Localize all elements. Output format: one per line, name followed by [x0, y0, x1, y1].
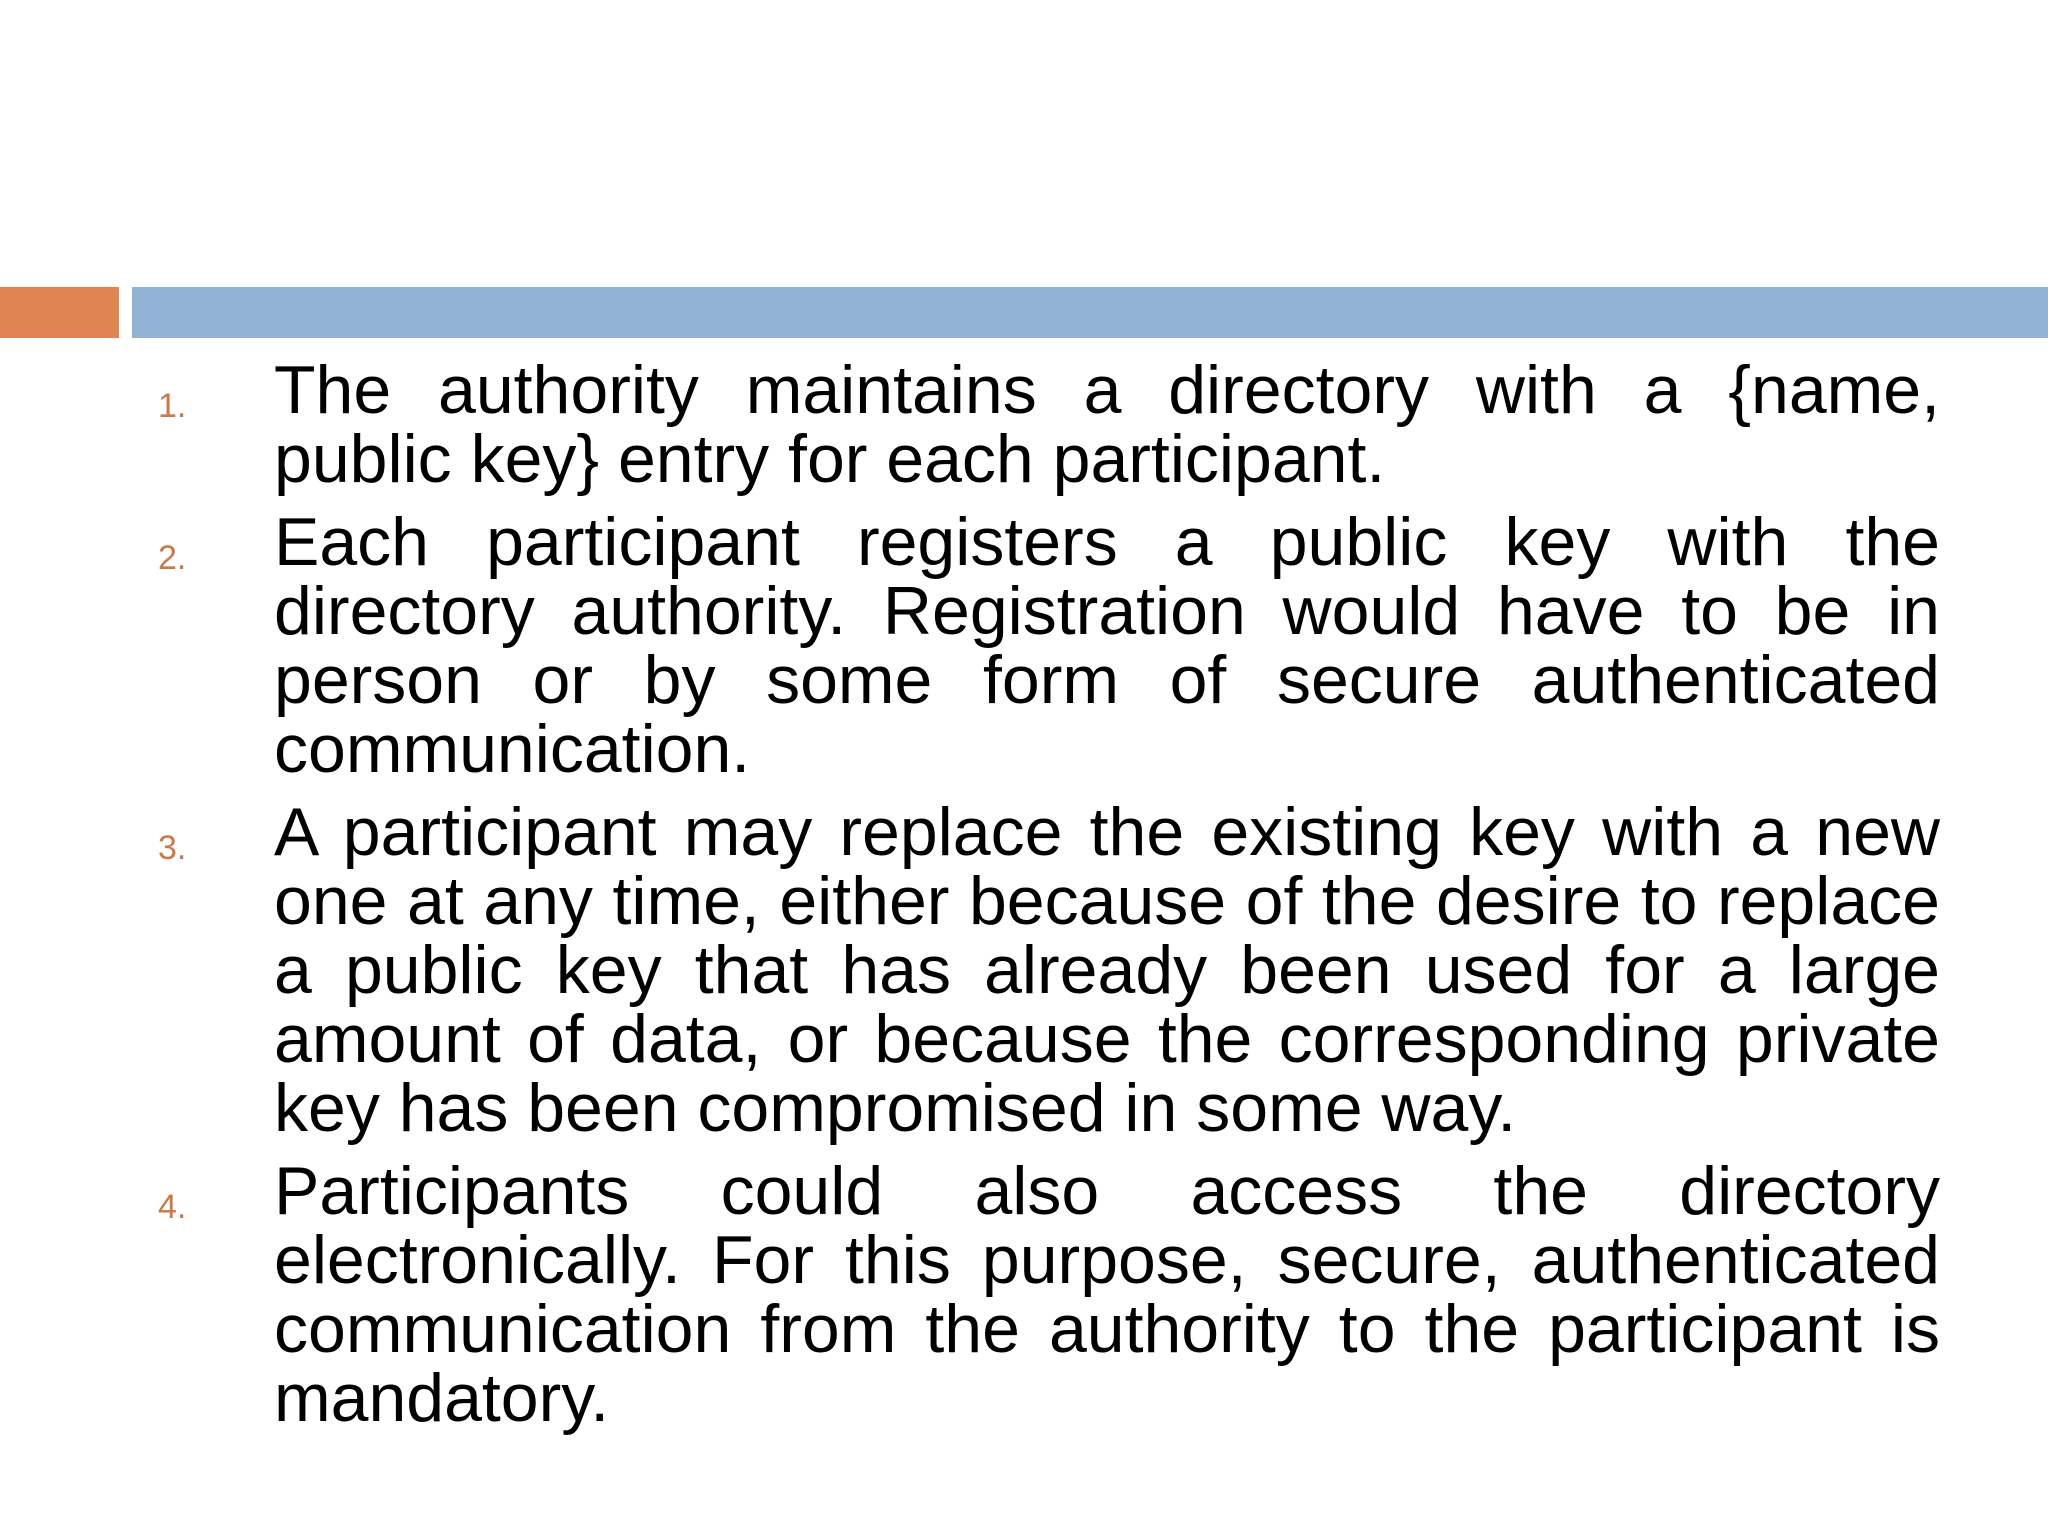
- accent-bar-orange: [0, 287, 119, 338]
- list-item-number: 1.: [158, 387, 187, 425]
- accent-bar-blue: [132, 287, 2048, 338]
- list-item-number: 3.: [158, 829, 187, 867]
- list-item: [0, 1153, 2048, 1436]
- list-item-text: The authority maintains a directory with a {name, public key} entry for each participant.: [274, 352, 1940, 497]
- list-item-text: A participant may replace the existing key with a new one at any time, either because of the desire to replace a public key that has already been used for a large amount of data, or because the corresponding private key has been compromised in some way.: [274, 794, 1940, 1146]
- numbered-list: [0, 352, 2048, 1447]
- list-item-text: Participants could also access the directory electronically. For this purpose, secure, authenticated communication from the authority to the participant is mandatory.: [274, 1153, 1940, 1436]
- list-item-number: 2.: [158, 539, 187, 577]
- list-item: [0, 504, 2048, 787]
- list-item: [0, 352, 2048, 497]
- list-item: [0, 794, 2048, 1146]
- list-item-number: 4.: [158, 1188, 187, 1226]
- list-item-text: Each participant registers a public key with the directory authority. Registration would have to be in person or by some form of secure authenticated communication.: [274, 504, 1940, 787]
